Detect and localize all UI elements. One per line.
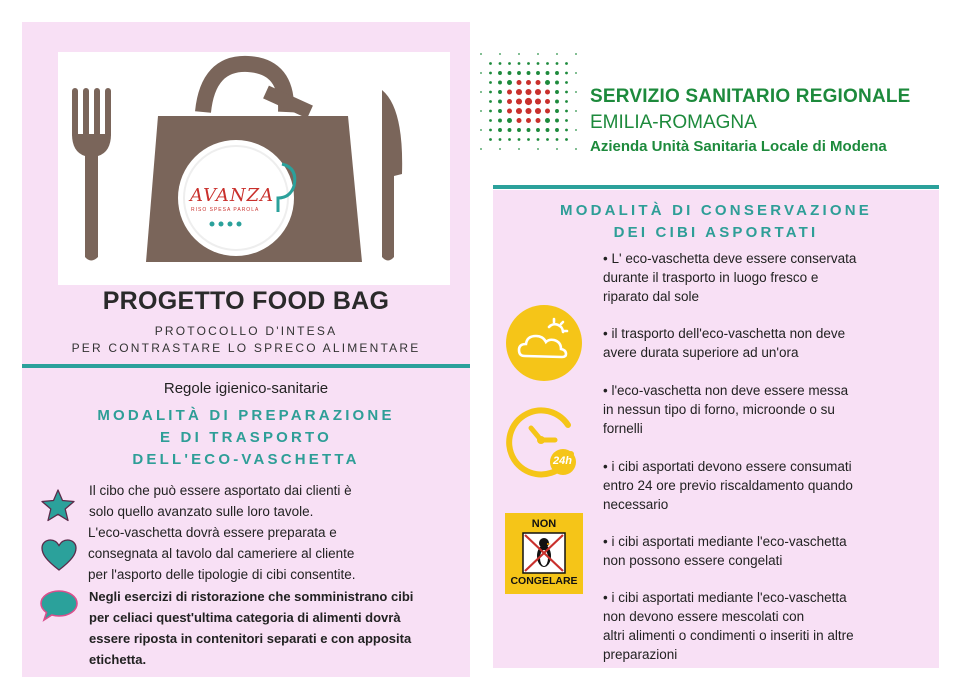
preparation-section-title: MODALITÀ DI PREPARAZIONE E DI TRASPORTO DELL'ECO-VASCHETTA bbox=[97, 407, 395, 468]
logo-dot bbox=[527, 71, 531, 75]
logo-dot bbox=[525, 108, 531, 114]
logo-dot bbox=[555, 119, 559, 123]
heart-icon bbox=[40, 538, 78, 572]
logo-dot bbox=[556, 138, 559, 141]
logo-dot bbox=[537, 53, 539, 55]
logo-dot bbox=[517, 80, 522, 85]
logo-dot bbox=[556, 62, 559, 65]
logo-tagline: RISO SPESA PAROLA bbox=[191, 207, 260, 213]
page-title: PROGETTO FOOD BAG bbox=[102, 287, 390, 315]
logo-dot bbox=[516, 89, 522, 95]
logo-dot bbox=[507, 80, 512, 85]
logo-dot bbox=[507, 90, 512, 95]
logo-dot bbox=[518, 138, 521, 141]
logo-dot bbox=[565, 81, 568, 84]
logo-dot bbox=[555, 71, 559, 75]
logo-dot bbox=[517, 71, 521, 75]
divider bbox=[493, 185, 939, 189]
logo-dot bbox=[489, 62, 492, 65]
logo-dot bbox=[489, 138, 492, 141]
list-item: Negli esercizi di ristorazione che somministrano cibi per celiaci quest'ultima categoria di alimenti dovrà essere riposta in contenitori separati e con apposita etichetta. bbox=[89, 589, 414, 667]
clock-24h-label: 24h bbox=[553, 455, 572, 467]
logo-dot bbox=[526, 80, 531, 85]
logo-dot bbox=[527, 138, 530, 141]
logo-dot bbox=[499, 53, 501, 55]
logo-dot bbox=[575, 72, 577, 74]
logo-dot bbox=[525, 98, 532, 105]
logo-dot bbox=[508, 62, 511, 65]
subtitle-line-2: PER CONTRASTARE LO SPRECO ALIMENTARE bbox=[71, 341, 421, 355]
logo-dot bbox=[555, 90, 559, 94]
list-item: L'eco-vaschetta dovrà essere preparata e consegnata al tavolo dal cameriere al cliente per l'asporto delle tipologie di cibi consentite. bbox=[88, 525, 356, 582]
logo-dot bbox=[575, 129, 577, 131]
list-item: Il cibo che può essere asportato dai clienti è solo quello avanzato sulle loro tavole. bbox=[89, 483, 352, 519]
logo-dot bbox=[480, 148, 482, 150]
logo-dot bbox=[516, 108, 522, 114]
logo-dot bbox=[545, 90, 550, 95]
non-congelare-bottom: CONGELARE bbox=[510, 575, 578, 587]
conservation-section-title: MODALITÀ DI CONSERVAZIONE DEI CIBI ASPORTATI bbox=[560, 202, 872, 241]
logo-text: AVANZA bbox=[190, 185, 275, 206]
logo-dot bbox=[565, 138, 568, 141]
logo-dot bbox=[565, 119, 568, 122]
logo-dot bbox=[525, 89, 531, 95]
logo-dot bbox=[537, 62, 540, 65]
logo-dot bbox=[545, 80, 550, 85]
logo-dot bbox=[498, 90, 502, 94]
logo-dot bbox=[527, 128, 531, 132]
logo-dot bbox=[545, 118, 550, 123]
divider bbox=[22, 364, 470, 368]
list-item: • L' eco-vaschetta deve essere conservata durante il trasporto in luogo fresco e riparato dal sole bbox=[603, 251, 857, 304]
logo-dot bbox=[527, 62, 530, 65]
logo-dot bbox=[537, 148, 539, 150]
logo-dot bbox=[498, 109, 502, 113]
logo-dot bbox=[480, 91, 482, 93]
logo-dot bbox=[535, 89, 541, 95]
logo-dot bbox=[575, 110, 577, 112]
logo-dot bbox=[546, 138, 549, 141]
logo-dot bbox=[565, 72, 568, 75]
logo-dot bbox=[508, 128, 512, 132]
header-line-2: EMILIA-ROMAGNA bbox=[590, 112, 757, 133]
rules-heading: Regole igienico-sanitarie bbox=[163, 380, 329, 397]
logo-dot bbox=[517, 128, 521, 132]
logo-dot bbox=[556, 148, 558, 150]
logo-dot bbox=[480, 53, 482, 55]
food-bag-logo bbox=[58, 52, 450, 285]
logo-dot bbox=[480, 129, 482, 131]
no-freeze-penguin-icon bbox=[522, 532, 566, 574]
header-line-1: SERVIZIO SANITARIO REGIONALE bbox=[590, 86, 911, 107]
logo-dot bbox=[518, 62, 521, 65]
logo-dot bbox=[546, 71, 550, 75]
logo-dot bbox=[546, 128, 550, 132]
logo-dot bbox=[489, 72, 492, 75]
list-item: • i cibi asportati devono essere consumati entro 24 ore previo riscaldamento quando necessario bbox=[603, 459, 853, 512]
logo-dot bbox=[507, 118, 512, 123]
logo-dot bbox=[489, 100, 492, 103]
logo-dot bbox=[498, 81, 502, 85]
header-line-3: Azienda Unità Sanitaria Locale di Modena bbox=[590, 138, 887, 155]
logo-dot bbox=[565, 62, 568, 65]
logo-dot bbox=[555, 81, 559, 85]
logo-dot bbox=[499, 148, 501, 150]
logo-dot bbox=[545, 99, 550, 104]
list-item: • i cibi asportati mediante l'eco-vaschetta non devono essere mescolati con altri alimenti o condimenti o inseriti in altre preparazioni bbox=[603, 590, 854, 662]
logo-dot bbox=[489, 119, 492, 122]
logo-dot bbox=[565, 100, 568, 103]
non-congelare-top: NON bbox=[531, 518, 557, 530]
list-item: • l'eco-vaschetta non deve essere messa in nessun tipo di forno, microonde o su fornelli bbox=[603, 383, 849, 436]
logo-dot bbox=[498, 100, 502, 104]
logo-dot bbox=[516, 98, 522, 104]
logo-dot bbox=[508, 138, 511, 141]
logo-dot bbox=[546, 62, 549, 65]
star-icon bbox=[40, 488, 76, 522]
logo-dot bbox=[536, 128, 540, 132]
logo-dot bbox=[537, 138, 540, 141]
logo-dot bbox=[545, 109, 550, 114]
logo-dot bbox=[536, 118, 541, 123]
list-item: • il trasporto dell'eco-vaschetta non deve avere durata superiore ad un'ora bbox=[603, 326, 846, 360]
logo-dot bbox=[536, 80, 541, 85]
ausl-dots-logo bbox=[475, 48, 585, 158]
logo-dot bbox=[489, 129, 492, 132]
logo-dot bbox=[489, 110, 492, 113]
logo-dot bbox=[535, 98, 541, 104]
logo-dot bbox=[535, 108, 541, 114]
speech-bubble-icon bbox=[39, 588, 79, 622]
logo-dot bbox=[489, 81, 492, 84]
logo-dot bbox=[518, 148, 520, 150]
logo-dot bbox=[575, 91, 577, 93]
logo-dot bbox=[498, 128, 502, 132]
logo-dot bbox=[498, 119, 502, 123]
logo-dot bbox=[480, 110, 482, 112]
logo-dot bbox=[565, 129, 568, 132]
logo-dot bbox=[489, 91, 492, 94]
subtitle-line-1: PROTOCOLLO D'INTESA bbox=[154, 324, 338, 338]
logo-dot bbox=[507, 109, 512, 114]
logo-dot bbox=[555, 109, 559, 113]
logo-dot bbox=[555, 128, 559, 132]
logo-dot bbox=[536, 71, 540, 75]
weather-cloud-sun-icon bbox=[505, 304, 583, 382]
logo-dot bbox=[499, 138, 502, 141]
logo-dot bbox=[555, 100, 559, 104]
logo-dot bbox=[526, 118, 531, 123]
clock-24h-icon bbox=[505, 402, 583, 480]
logo-dot bbox=[518, 53, 520, 55]
logo-dot bbox=[499, 62, 502, 65]
logo-dot bbox=[565, 91, 568, 94]
logo-dot bbox=[575, 148, 577, 150]
logo-dot bbox=[575, 53, 577, 55]
logo-dot bbox=[517, 118, 522, 123]
logo-dot bbox=[480, 72, 482, 74]
list-item: • i cibi asportati mediante l'eco-vaschetta non possono essere congelati bbox=[603, 534, 847, 568]
logo-dot bbox=[556, 53, 558, 55]
logo-dot bbox=[508, 71, 512, 75]
logo-dot bbox=[565, 110, 568, 113]
logo-dot bbox=[507, 99, 512, 104]
logo-dot bbox=[498, 71, 502, 75]
